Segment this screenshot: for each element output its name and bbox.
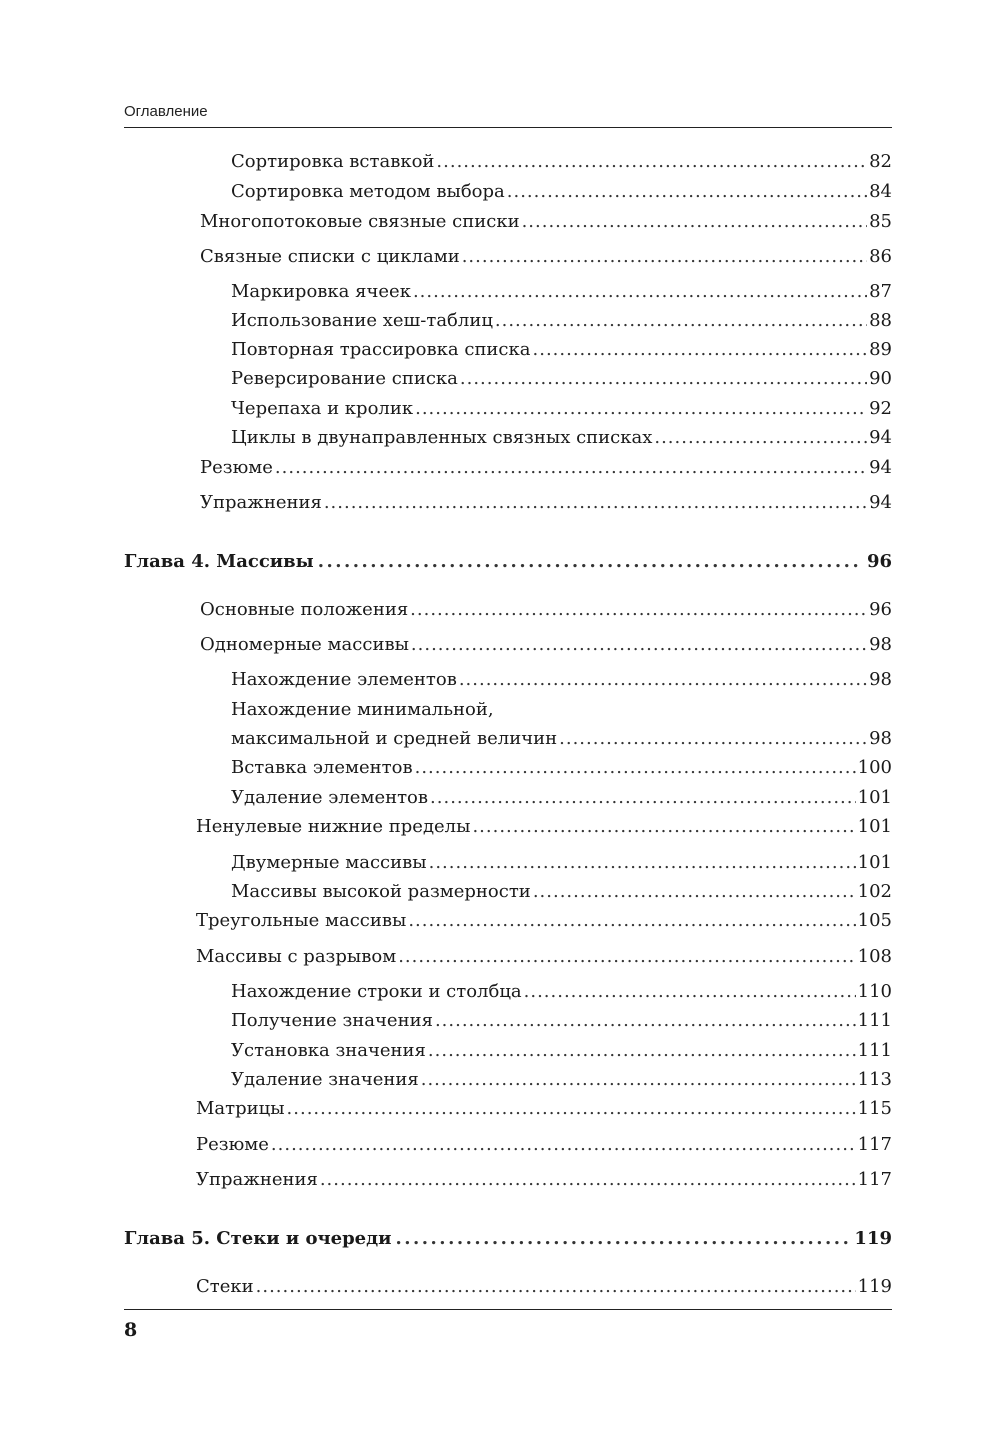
- dot-leader: [654, 427, 867, 449]
- toc-chapter-page: 119: [854, 1228, 892, 1249]
- toc-entry-title: Маркировка ячеек: [231, 281, 411, 302]
- toc-entry-page: 101: [857, 787, 892, 808]
- toc-entry-page: 96: [869, 599, 892, 620]
- toc-entry-page: 119: [857, 1276, 892, 1297]
- dot-leader: [459, 669, 867, 691]
- toc-entry-page: 94: [869, 427, 892, 448]
- toc-entry-page: 98: [869, 634, 892, 655]
- toc-entry-title: Основные положения: [200, 599, 409, 620]
- toc-entry-page: 98: [869, 728, 892, 749]
- toc-entry-title: Повторная трассировка списка: [231, 339, 531, 360]
- toc-entry-page: 102: [857, 881, 892, 902]
- toc-entry[interactable]: [231, 1069, 892, 1091]
- toc-entry-page: 110: [857, 981, 892, 1002]
- toc-entry[interactable]: [231, 852, 892, 874]
- toc-chapter-title: Глава 5. Стеки и очереди: [124, 1228, 392, 1249]
- toc-entry-page: 105: [857, 910, 892, 931]
- toc-entry-title: Ненулевые нижние пределы: [196, 816, 471, 837]
- dot-leader: [524, 981, 856, 1003]
- toc-entry-title: Реверсирование списка: [231, 368, 458, 389]
- dot-leader: [324, 492, 867, 514]
- dot-leader: [413, 281, 867, 303]
- toc-entry[interactable]: [231, 151, 892, 173]
- toc-entry[interactable]: [196, 1098, 892, 1120]
- toc-entry-title: Одномерные массивы: [200, 634, 409, 655]
- toc-entry[interactable]: [200, 492, 892, 514]
- toc-entry[interactable]: [196, 1134, 892, 1156]
- toc-entry[interactable]: [231, 281, 892, 303]
- toc-entry-title: Циклы в двунаправленных связных списках: [231, 427, 653, 448]
- toc-entry-page: 98: [869, 669, 892, 690]
- toc-entry-page: 85: [869, 211, 892, 232]
- toc-entry-title: Вставка элементов: [231, 757, 413, 778]
- toc-entry-title: Сортировка вставкой: [231, 151, 435, 172]
- dot-leader: [533, 339, 868, 361]
- toc-entry-title: Нахождение минимальной,: [231, 699, 494, 720]
- dot-leader: [533, 881, 856, 903]
- toc-entry-title: Треугольные массивы: [196, 910, 407, 931]
- toc-entry-page: 82: [869, 151, 892, 172]
- toc-entry-page: 108: [857, 946, 892, 967]
- toc-entry-title: Резюме: [200, 457, 273, 478]
- page-number: 8: [124, 1319, 138, 1341]
- toc-entry-page: 115: [857, 1098, 892, 1119]
- toc-chapter-page: 96: [866, 551, 892, 572]
- toc-entry[interactable]: [200, 246, 892, 268]
- dot-leader: [410, 599, 867, 621]
- dot-leader: [398, 946, 855, 968]
- toc-chapter[interactable]: [124, 1228, 892, 1250]
- dot-leader: [430, 787, 856, 809]
- toc-entry-title: Двумерные массивы: [231, 852, 427, 873]
- dot-leader: [460, 368, 867, 390]
- toc-entry-title: Упражнения: [200, 492, 322, 513]
- running-head: Оглавление: [124, 103, 208, 120]
- toc-entry-title: Использование хеш-таблиц: [231, 310, 493, 331]
- dot-leader: [495, 310, 867, 332]
- toc-entry-page: 113: [857, 1069, 892, 1090]
- toc-entry[interactable]: [231, 787, 892, 809]
- toc-chapter-title: Глава 4. Массивы: [124, 551, 314, 572]
- toc-entry[interactable]: [231, 728, 892, 750]
- toc-entry-title: Установка значения: [231, 1040, 426, 1061]
- toc-entry[interactable]: [231, 981, 892, 1003]
- dot-leader: [559, 728, 867, 750]
- toc-entry-page: 92: [869, 398, 892, 419]
- toc-entry[interactable]: [231, 669, 892, 691]
- toc-entry-page: 94: [869, 492, 892, 513]
- dot-leader: [421, 1069, 856, 1091]
- toc-entry[interactable]: [196, 1276, 892, 1298]
- toc-entry[interactable]: [231, 310, 892, 332]
- toc-entry[interactable]: [231, 339, 892, 361]
- dot-leader: [429, 852, 856, 874]
- dot-leader: [318, 551, 861, 573]
- toc-entry[interactable]: [231, 1010, 892, 1032]
- dot-leader: [411, 634, 867, 656]
- toc-entry-title: Нахождение строки и столбца: [231, 981, 522, 1002]
- toc-entry[interactable]: [231, 398, 892, 420]
- dot-leader: [415, 398, 867, 420]
- toc-entry-title: Получение значения: [231, 1010, 433, 1031]
- toc-entry-title: Связные списки с циклами: [200, 246, 460, 267]
- dot-leader: [435, 1010, 856, 1032]
- dot-leader: [271, 1134, 856, 1156]
- toc-entry[interactable]: [196, 816, 892, 838]
- dot-leader: [428, 1040, 856, 1062]
- toc-entry-page: 111: [857, 1010, 892, 1031]
- toc-entry-page: 100: [857, 757, 892, 778]
- toc-entry[interactable]: [231, 427, 892, 449]
- toc-entry[interactable]: [200, 211, 892, 233]
- toc-entry-page: 89: [869, 339, 892, 360]
- toc-entry-page: 87: [869, 281, 892, 302]
- toc-entry[interactable]: [231, 757, 892, 779]
- toc-entry-title: Удаление элементов: [231, 787, 429, 808]
- toc-entry[interactable]: [231, 881, 892, 903]
- toc-entry-page: 111: [857, 1040, 892, 1061]
- toc-entry-title: Черепаха и кролик: [231, 398, 414, 419]
- toc-entry[interactable]: [196, 910, 892, 932]
- dot-leader: [256, 1276, 856, 1298]
- dot-leader: [408, 910, 855, 932]
- toc-entry-title: Массивы с разрывом: [196, 946, 397, 967]
- dot-leader: [472, 816, 855, 838]
- toc-entry[interactable]: [200, 634, 892, 656]
- toc-entry-title: Нахождение элементов: [231, 669, 457, 690]
- dot-leader: [462, 246, 867, 268]
- toc-entry-page: 88: [869, 310, 892, 331]
- toc-entry-title: Упражнения: [196, 1169, 318, 1190]
- dot-leader: [287, 1098, 856, 1120]
- toc-entry[interactable]: [200, 457, 892, 479]
- toc-entry-page: 90: [869, 368, 892, 389]
- toc-entry[interactable]: [231, 181, 892, 203]
- toc-entry-page: 101: [857, 852, 892, 873]
- toc-entry-title: Массивы высокой размерности: [231, 881, 531, 902]
- toc-entry[interactable]: [231, 368, 892, 390]
- toc-entry[interactable]: [200, 599, 892, 621]
- header-rule: [124, 127, 892, 128]
- toc-entry-title: максимальной и средней величин: [231, 728, 558, 749]
- toc-entry-title: Стеки: [196, 1276, 254, 1297]
- toc-entry-page: 86: [869, 246, 892, 267]
- toc-entry-title: Многопотоковые связные списки: [200, 211, 520, 232]
- toc-entry-page: 84: [869, 181, 892, 202]
- dot-leader: [522, 211, 868, 233]
- toc-entry[interactable]: [231, 1040, 892, 1062]
- toc-entry-page: 101: [857, 816, 892, 837]
- toc-entry-title: Резюме: [196, 1134, 269, 1155]
- dot-leader: [320, 1169, 856, 1191]
- toc-chapter[interactable]: [124, 551, 892, 573]
- toc-entry-title: Сортировка методом выбора: [231, 181, 505, 202]
- toc-entry-page: 117: [857, 1134, 892, 1155]
- dot-leader: [415, 757, 856, 779]
- dot-leader: [507, 181, 867, 203]
- footer-rule: [124, 1309, 892, 1310]
- toc-entry-page: 94: [869, 457, 892, 478]
- toc-entry-page: 117: [857, 1169, 892, 1190]
- toc-entry-title: Удаление значения: [231, 1069, 419, 1090]
- toc-entry[interactable]: [196, 946, 892, 968]
- dot-leader: [275, 457, 867, 479]
- dot-leader: [395, 1228, 848, 1250]
- toc-entry-line[interactable]: [231, 699, 892, 721]
- dot-leader: [436, 151, 867, 173]
- toc-entry[interactable]: [196, 1169, 892, 1191]
- toc-entry-title: Матрицы: [196, 1098, 285, 1119]
